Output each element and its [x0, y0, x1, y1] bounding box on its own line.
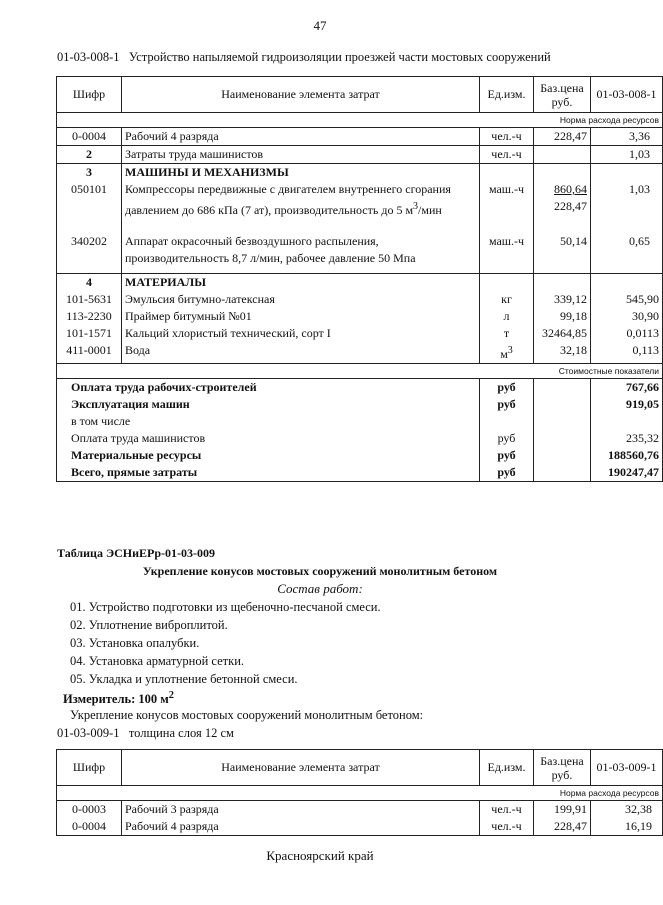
row-price: 228,47	[534, 818, 591, 836]
row-price: 32464,85	[534, 325, 591, 342]
work-item: 01. Устройство подготовки из щебеночно-песчаной смеси.	[70, 600, 381, 614]
row-name: Аппарат окрасочный безвоздушного распыления, производительность 8,7 л/мин, рабочее давление 50 Мпа	[122, 233, 480, 273]
group-code: 4	[57, 273, 122, 291]
subsection-title: толщина слоя 12 см	[128, 726, 234, 740]
summary-unit: руб	[480, 396, 534, 413]
summary-unit: руб	[480, 378, 534, 396]
row-name: Рабочий 3 разряда	[122, 801, 480, 819]
group-name: МАТЕРИАЛЫ	[122, 273, 480, 291]
row-value: 545,90	[591, 291, 663, 308]
subsection-heading	[57, 726, 234, 741]
row-unit: маш.-ч	[480, 233, 534, 273]
work-item: 02. Уплотнение виброплитой.	[70, 618, 228, 632]
summary-unit: руб	[480, 447, 534, 464]
summary-value: 235,32	[591, 430, 663, 447]
resource-table-2	[56, 749, 663, 836]
header-code: Шифр	[57, 77, 122, 113]
row-value: 0,65	[591, 233, 663, 273]
row-code: 0-0003	[57, 801, 122, 819]
cost-caption: Стоимостные показатели	[558, 365, 659, 376]
summary-name: Оплата труда машинистов	[57, 430, 480, 447]
row-price: 32,18	[534, 342, 591, 364]
section-code: 01-03-008-1	[57, 50, 120, 64]
row-unit: маш.-ч	[480, 181, 534, 233]
row-name: Вода	[122, 342, 480, 364]
row-value: 16,19	[591, 818, 663, 836]
row-name: Праймер битумный №01	[122, 308, 480, 325]
row-name: Компрессоры передвижные с двигателем внутреннего сгорания давлением до 686 кПа (7 ат), производительность до 5 $м^3$/мин	[122, 181, 480, 233]
summary-name: Эксплуатация машин	[57, 396, 480, 413]
row-price: 339,12	[534, 291, 591, 308]
section-heading	[57, 50, 551, 65]
summary-value: 188560,76	[591, 447, 663, 464]
row-code: 411-0001	[57, 342, 122, 364]
row-value: 3,36	[591, 128, 663, 146]
work-item: 03. Установка опалубки.	[70, 636, 200, 650]
measure-label: Измеритель: 100 $м^2$	[63, 690, 174, 707]
row-unit: чел.-ч	[480, 818, 534, 836]
row-code: 0-0004	[57, 818, 122, 836]
norm-caption: Норма расхода ресурсов	[559, 788, 659, 798]
row-code: 340202	[57, 233, 122, 273]
row-price	[534, 146, 591, 164]
row-code: 0-0004	[57, 128, 122, 146]
header-norm: 01-03-008-1	[591, 77, 663, 113]
section-title: Устройство напыляемой гидроизоляции проезжей части мостовых сооружений	[128, 50, 551, 64]
row-price: 50,14	[534, 233, 591, 273]
subsection-code: 01-03-009-1	[57, 726, 120, 740]
summary-value: 190247,47	[591, 464, 663, 482]
row-code: 113-2230	[57, 308, 122, 325]
row-code: 101-5631	[57, 291, 122, 308]
summary-unit	[480, 413, 534, 430]
summary-value: 767,66	[591, 378, 663, 396]
summary-unit: руб	[480, 464, 534, 482]
header-price: Баз.цена руб.	[534, 77, 591, 113]
summary-name: Всего, прямые затраты	[57, 464, 480, 482]
row-name: Рабочий 4 разряда	[122, 128, 480, 146]
works-title: Состав работ:	[277, 581, 363, 596]
row-value: 1,03	[591, 181, 663, 233]
row-value: 30,90	[591, 308, 663, 325]
row-price-secondary: 228,47	[554, 199, 587, 213]
row-value: 32,38	[591, 801, 663, 819]
summary-name: Оплата труда рабочих-строителей	[57, 378, 480, 396]
row-unit: чел.-ч	[480, 801, 534, 819]
row-price: 199,91	[534, 801, 591, 819]
header-name: Наименование элемента затрат	[122, 77, 480, 113]
row-code: 101-1571	[57, 325, 122, 342]
row-price: 99,18	[534, 308, 591, 325]
header-name: Наименование элемента затрат	[122, 750, 480, 786]
header-norm: 01-03-009-1	[591, 750, 663, 786]
row-name: Рабочий 4 разряда	[122, 818, 480, 836]
norm-caption: Норма расхода ресурсов	[559, 115, 659, 125]
row-name: Эмульсия битумно-латексная	[122, 291, 480, 308]
row-name: Кальций хлористый технический, сорт I	[122, 325, 480, 342]
summary-name: в том числе	[57, 413, 480, 430]
row-name: Затраты труда машинистов	[122, 146, 480, 164]
summary-unit: руб	[480, 430, 534, 447]
row-value: 1,03	[591, 146, 663, 164]
row-unit: л	[480, 308, 534, 325]
header-price: Баз.цена руб.	[534, 750, 591, 786]
header-code: Шифр	[57, 750, 122, 786]
row-code: 050101	[57, 181, 122, 233]
summary-value: 919,05	[591, 396, 663, 413]
work-item: 05. Укладка и уплотнение бетонной смеси.	[70, 672, 298, 686]
page-number: 47	[313, 18, 327, 33]
row-unit: чел.-ч	[480, 146, 534, 164]
group-code: 3	[57, 164, 122, 182]
section2-heading: Укрепление конусов мостовых сооружений монолитным бетоном	[142, 564, 498, 578]
row-price-main: 860,64	[554, 182, 587, 196]
header-unit: Ед.изм.	[480, 77, 534, 113]
work-item: 04. Установка арматурной сетки.	[70, 654, 245, 668]
summary-name: Материальные ресурсы	[57, 447, 480, 464]
row-unit: кг	[480, 291, 534, 308]
section2-description: Укрепление конусов мостовых сооружений монолитным бетоном:	[70, 708, 424, 722]
row-value: 0,0113	[591, 325, 663, 342]
resource-table-1	[56, 76, 663, 482]
row-unit: т	[480, 325, 534, 342]
group-name: МАШИНЫ И МЕХАНИЗМЫ	[122, 164, 480, 182]
footer-region: Красноярский край	[266, 848, 374, 863]
row-code: 2	[57, 146, 122, 164]
row-value: 0,113	[591, 342, 663, 364]
row-price: 228,47	[534, 128, 591, 146]
row-unit: $м^3$	[480, 342, 534, 364]
table-label: Таблица ЭСНиЕРр-01-03-009	[57, 546, 216, 560]
row-price	[534, 181, 591, 233]
summary-value	[591, 413, 663, 430]
header-unit: Ед.изм.	[480, 750, 534, 786]
row-unit: чел.-ч	[480, 128, 534, 146]
